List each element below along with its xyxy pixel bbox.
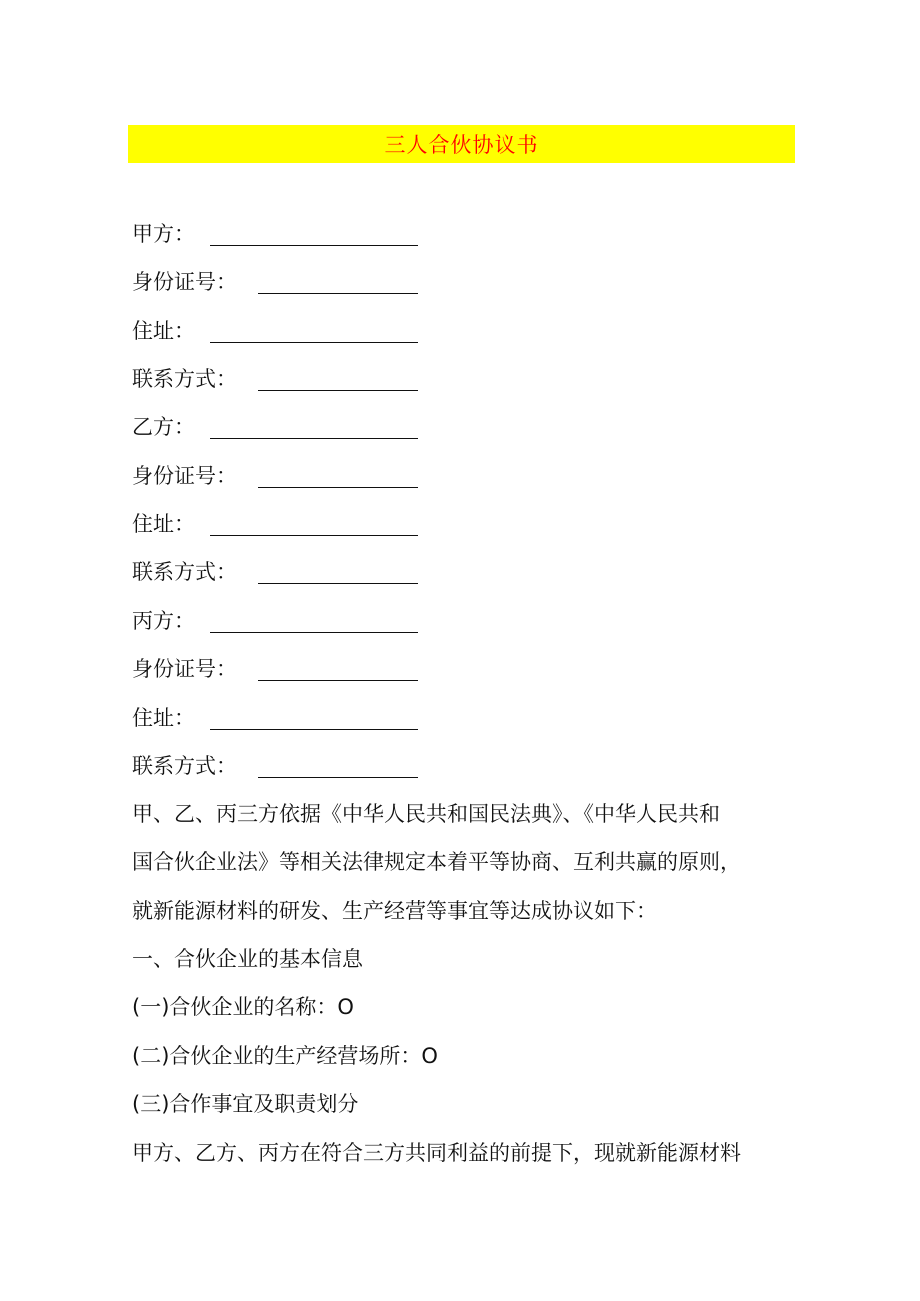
body-paragraph-line: 就新能源材料的研发、生产经营等事宜等达成协议如下：	[132, 899, 657, 923]
field-label: 住址：	[132, 706, 195, 730]
field-label: 乙方：	[132, 415, 195, 439]
party-a-id-field	[132, 267, 432, 297]
party-b-contact-field	[132, 557, 432, 587]
field-label: 联系方式：	[132, 754, 237, 778]
field-label: 甲方：	[132, 222, 195, 246]
party-c-address-field	[132, 703, 432, 733]
title-banner	[128, 125, 795, 163]
subsection-line: (二)合伙企业的生产经营场所：O	[132, 1044, 438, 1068]
body-paragraph-line: 国合伙企业法》等相关法律规定本着平等协商、互利共赢的原则，	[132, 850, 741, 874]
body-paragraph-line: 甲方、乙方、丙方在符合三方共同利益的前提下，现就新能源材料	[132, 1141, 741, 1165]
blank-line	[210, 245, 418, 246]
party-c-name-field	[132, 606, 432, 636]
blank-line	[258, 293, 418, 294]
blank-line	[258, 680, 418, 681]
party-b-address-field	[132, 509, 432, 539]
blank-line	[258, 583, 418, 584]
blank-line	[210, 342, 418, 343]
field-label: 住址：	[132, 319, 195, 343]
field-label: 身份证号：	[132, 270, 237, 294]
blank-line	[210, 632, 418, 633]
field-label: 联系方式：	[132, 367, 237, 391]
document-title: 三人合伙协议书	[384, 133, 539, 157]
party-b-name-field	[132, 412, 432, 442]
body-paragraph-line: 甲、乙、丙三方依据《中华人民共和国民法典》、《中华人民共和	[132, 802, 720, 826]
blank-line	[210, 729, 418, 730]
section-heading: 一、合伙企业的基本信息	[132, 947, 363, 971]
field-label: 身份证号：	[132, 657, 237, 681]
party-a-address-field	[132, 316, 432, 346]
field-label: 住址：	[132, 512, 195, 536]
blank-line	[210, 438, 418, 439]
blank-line	[258, 777, 418, 778]
party-c-contact-field	[132, 751, 432, 781]
field-label: 身份证号：	[132, 464, 237, 488]
blank-line	[210, 535, 418, 536]
field-label: 联系方式：	[132, 560, 237, 584]
party-a-name-field	[132, 219, 432, 249]
subsection-line: (三)合作事宜及职责划分	[132, 1092, 359, 1116]
field-label: 丙方：	[132, 609, 195, 633]
party-b-id-field	[132, 461, 432, 491]
subsection-line: (一)合伙企业的名称：O	[132, 995, 354, 1019]
party-c-id-field	[132, 654, 432, 684]
party-a-contact-field	[132, 364, 432, 394]
blank-line	[258, 390, 418, 391]
blank-line	[258, 487, 418, 488]
